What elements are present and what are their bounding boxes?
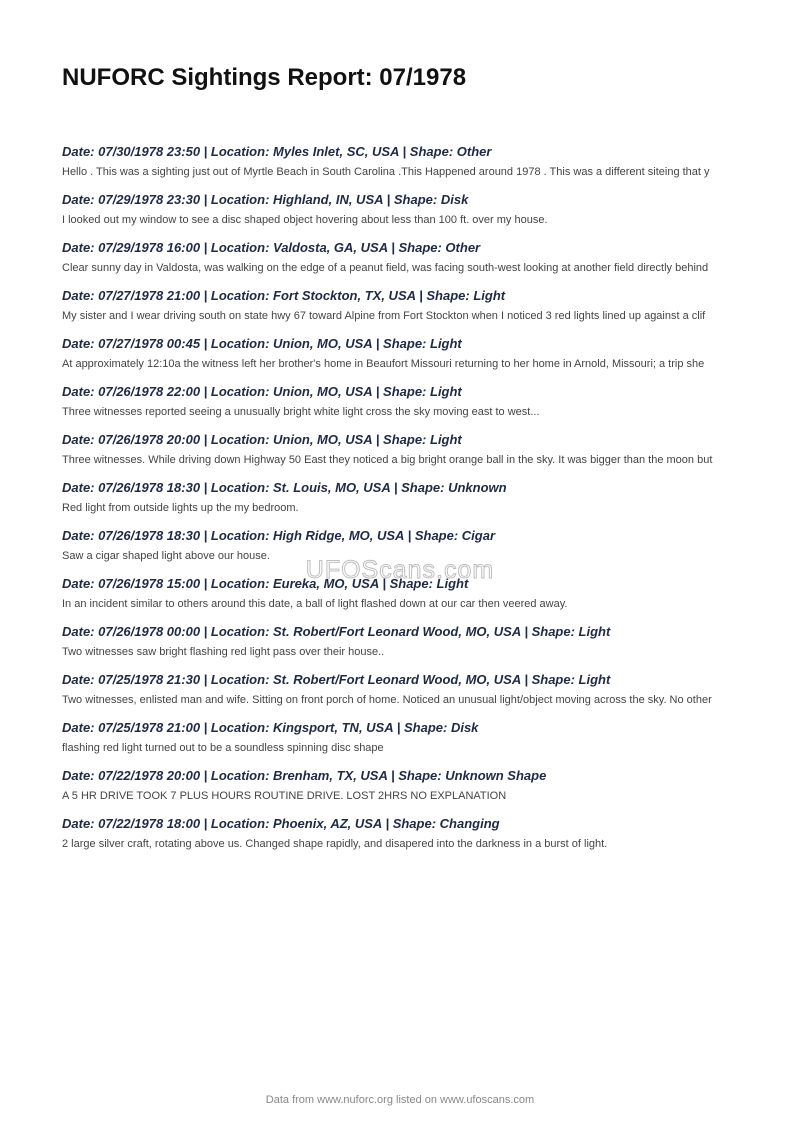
entry-summary: At approximately 12:10a the witness left her brother's home in Beaufort Missouri returning to her home in Arnold, Missouri; a trip she (62, 358, 705, 370)
page-title: NUFORC Sightings Report: 07/1978 (62, 64, 467, 91)
entry-summary: 2 large silver craft, rotating above us. Changed shape rapidly, and disapered into the darkness in a burst of light. (62, 838, 608, 850)
list-item (62, 288, 742, 324)
list-item (62, 336, 742, 372)
sightings-list (62, 144, 742, 864)
entry-heading: Date: 07/26/1978 00:00 | Location: St. Robert/Fort Leonard Wood, MO, USA | Shape: Light (62, 624, 611, 639)
list-item (62, 528, 742, 564)
entry-summary: Two witnesses, enlisted man and wife. Sitting on front porch of home. Noticed an unusual light/object moving across the sky. No other (62, 694, 712, 706)
page-footer: Data from www.nuforc.org listed on www.ufoscans.com (265, 1094, 535, 1106)
entry-heading: Date: 07/27/1978 21:00 | Location: Fort Stockton, TX, USA | Shape: Light (62, 288, 506, 303)
list-item (62, 624, 742, 660)
entry-heading: Date: 07/22/1978 18:00 | Location: Phoenix, AZ, USA | Shape: Changing (62, 816, 500, 831)
list-item (62, 816, 742, 852)
entry-summary: Red light from outside lights up the my bedroom. (62, 502, 299, 514)
watermark: UFOScans.com (305, 556, 495, 584)
entry-heading: Date: 07/26/1978 18:30 | Location: St. Louis, MO, USA | Shape: Unknown (62, 480, 507, 495)
entry-heading: Date: 07/26/1978 18:30 | Location: High Ridge, MO, USA | Shape: Cigar (62, 528, 496, 543)
entry-summary: Clear sunny day in Valdosta, was walking on the edge of a peanut field, was facing south-west looking at another field directly behind (62, 262, 709, 274)
list-item (62, 720, 742, 756)
list-item (62, 576, 742, 612)
entry-summary: Three witnesses reported seeing a unusually bright white light cross the sky moving east to west... (62, 406, 540, 418)
entry-summary: Three witnesses. While driving down Highway 50 East they noticed a big bright orange ball in the sky. It was bigger than the moon but (62, 454, 713, 466)
entry-summary: A 5 HR DRIVE TOOK 7 PLUS HOURS ROUTINE DRIVE. LOST 2HRS NO EXPLANATION (62, 790, 507, 802)
entry-heading: Date: 07/25/1978 21:30 | Location: St. Robert/Fort Leonard Wood, MO, USA | Shape: Light (62, 672, 611, 687)
entry-summary: In an incident similar to others around this date, a ball of light flashed down at our car then veered away. (62, 598, 568, 610)
list-item (62, 192, 742, 228)
entry-summary: Saw a cigar shaped light above our house. (62, 550, 270, 562)
entry-heading: Date: 07/29/1978 16:00 | Location: Valdosta, GA, USA | Shape: Other (62, 240, 481, 255)
list-item (62, 432, 742, 468)
entry-heading: Date: 07/29/1978 23:30 | Location: Highland, IN, USA | Shape: Disk (62, 192, 469, 207)
entry-heading: Date: 07/25/1978 21:00 | Location: Kingsport, TN, USA | Shape: Disk (62, 720, 479, 735)
list-item (62, 768, 742, 804)
entry-summary: I looked out my window to see a disc shaped object hovering about less than 100 ft. over my house. (62, 214, 548, 226)
entry-heading: Date: 07/27/1978 00:45 | Location: Union, MO, USA | Shape: Light (62, 336, 462, 351)
entry-summary: Two witnesses saw bright flashing red light pass over their house.. (62, 646, 385, 658)
entry-heading: Date: 07/22/1978 20:00 | Location: Brenham, TX, USA | Shape: Unknown Shape (62, 768, 547, 783)
entry-heading: Date: 07/26/1978 20:00 | Location: Union, MO, USA | Shape: Light (62, 432, 462, 447)
entry-heading: Date: 07/30/1978 23:50 | Location: Myles Inlet, SC, USA | Shape: Other (62, 144, 492, 159)
list-item (62, 672, 742, 708)
list-item (62, 144, 742, 180)
list-item (62, 240, 742, 276)
list-item (62, 384, 742, 420)
entry-summary: flashing red light turned out to be a soundless spinning disc shape (62, 742, 384, 754)
entry-summary: My sister and I wear driving south on state hwy 67 toward Alpine from Fort Stockton when I noticed 3 red lights lined up against a clif (62, 310, 706, 322)
entry-heading: Date: 07/26/1978 15:00 | Location: Eureka, MO, USA | Shape: Light (62, 576, 469, 591)
entry-summary: Hello . This was a sighting just out of Myrtle Beach in South Carolina .This Happened around 1978 . This was a different siteing that y (62, 166, 710, 178)
list-item (62, 480, 742, 516)
entry-heading: Date: 07/26/1978 22:00 | Location: Union, MO, USA | Shape: Light (62, 384, 462, 399)
